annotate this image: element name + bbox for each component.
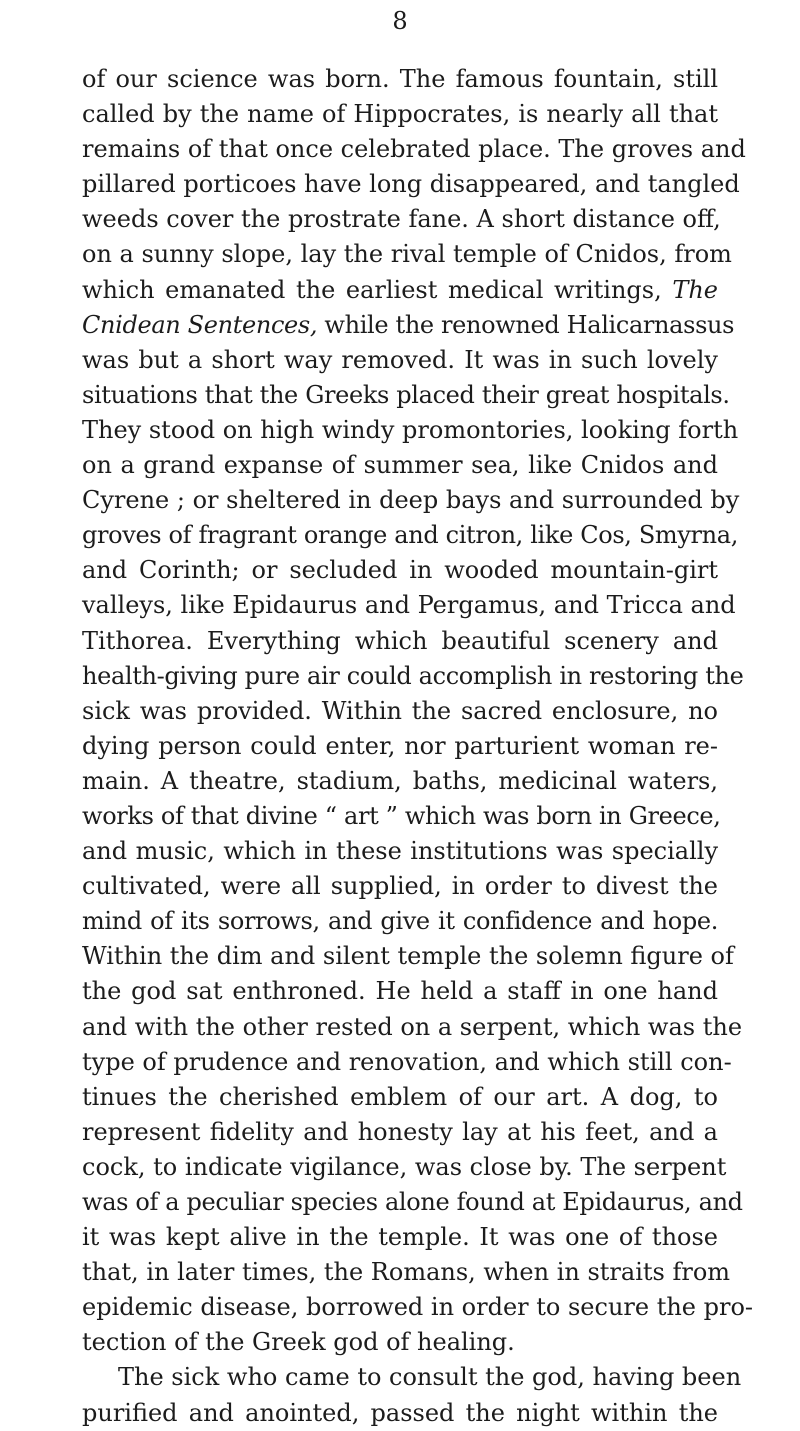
text-line-29: type of prudence and renovation, and which still con- bbox=[82, 1047, 732, 1076]
text-line-8-roman: while the renowned Halicarnassus bbox=[317, 310, 735, 339]
text-line-8 bbox=[82, 308, 735, 343]
text-line-1: of our science was born. The famous fountain, still bbox=[82, 65, 718, 93]
text-line-20: dying person could enter, nor parturient woman re- bbox=[82, 731, 718, 760]
text-line-7-roman: which emanated the earliest medical writings, bbox=[82, 275, 662, 304]
text-line-28: and with the other rested on a serpent, which was the bbox=[82, 1012, 743, 1041]
text-line-19: sick was provided. Within the sacred enclosure, no bbox=[82, 696, 718, 725]
text-line-22: works of that divine “ art ” which was born in Greece, bbox=[82, 801, 721, 830]
text-line-21: main. A theatre, stadium, baths, medicinal waters, bbox=[82, 766, 718, 795]
body-text bbox=[82, 62, 754, 1431]
text-line-3: remains of that once celebrated place. The groves and bbox=[82, 135, 746, 164]
text-line-32: cock, to indicate vigilance, was close by. The serpent bbox=[82, 1152, 727, 1181]
text-line-33: was of a peculiar species alone found at Epidaurus, and bbox=[82, 1188, 743, 1216]
text-line-35: that, in later times, the Romans, when in straits from bbox=[82, 1258, 731, 1287]
text-line-12: on a grand expanse of summer sea, like Cnidos and bbox=[82, 451, 718, 480]
text-line-37: tection of the Greek god of healing. bbox=[82, 1328, 515, 1357]
text-line-7-italic: The bbox=[672, 275, 718, 304]
text-line-39: purified and anointed, passed the night within the bbox=[82, 1398, 718, 1427]
text-line-18: health-giving pure air could accomplish in restoring the bbox=[82, 661, 744, 690]
text-line-14: groves of fragrant orange and citron, like Cos, Smyrna, bbox=[82, 521, 739, 550]
text-line-26: Within the dim and silent temple the solemn figure of bbox=[82, 942, 734, 971]
text-line-11: They stood on high windy promontories, looking forth bbox=[82, 415, 739, 444]
text-line-9: was but a short way removed. It was in such lovely bbox=[82, 345, 718, 374]
text-line-8-italic: Cnidean Sentences, bbox=[82, 310, 318, 339]
text-line-30: tinues the cherished emblem of our art. A dog, to bbox=[82, 1082, 718, 1111]
text-line-38: The sick who came to consult the god, having been bbox=[118, 1363, 742, 1392]
text-line-16: valleys, like Epidaurus and Pergamus, and Tricca and bbox=[82, 591, 736, 620]
text-line-5: weeds cover the prostrate fane. A short distance off, bbox=[82, 205, 721, 234]
text-line-17: Tithorea. Everything which beautiful scenery and bbox=[82, 626, 718, 655]
text-line-31: represent fidelity and honesty lay at his feet, and a bbox=[82, 1117, 718, 1146]
text-line-36: epidemic disease, borrowed in order to secure the pro- bbox=[82, 1293, 754, 1322]
text-line-27: the god sat enthroned. He held a staff in one hand bbox=[82, 977, 718, 1006]
text-line-23: and music, which in these institutions was specially bbox=[82, 837, 718, 866]
text-line-10: situations that the Greeks placed their great hospitals. bbox=[82, 380, 730, 409]
text-line-13: Cyrene ; or sheltered in deep bays and surrounded by bbox=[82, 486, 740, 515]
text-line-4: pillared porticoes have long disappeared, and tangled bbox=[82, 170, 740, 199]
text-line-34: it was kept alive in the temple. It was one of those bbox=[82, 1223, 718, 1252]
text-line-15: and Corinth; or secluded in wooded mountain-girt bbox=[82, 556, 718, 585]
text-line-25: mind of its sorrows, and give it confidence and hope. bbox=[82, 907, 718, 936]
text-line-2: called by the name of Hippocrates, is nearly all that bbox=[82, 100, 718, 129]
page-number: 8 bbox=[392, 7, 408, 35]
text-line-24: cultivated, were all supplied, in order to divest the bbox=[82, 872, 718, 901]
text-line-6: on a sunny slope, lay the rival temple of Cnidos, from bbox=[82, 240, 732, 269]
text-line-7 bbox=[82, 273, 718, 308]
